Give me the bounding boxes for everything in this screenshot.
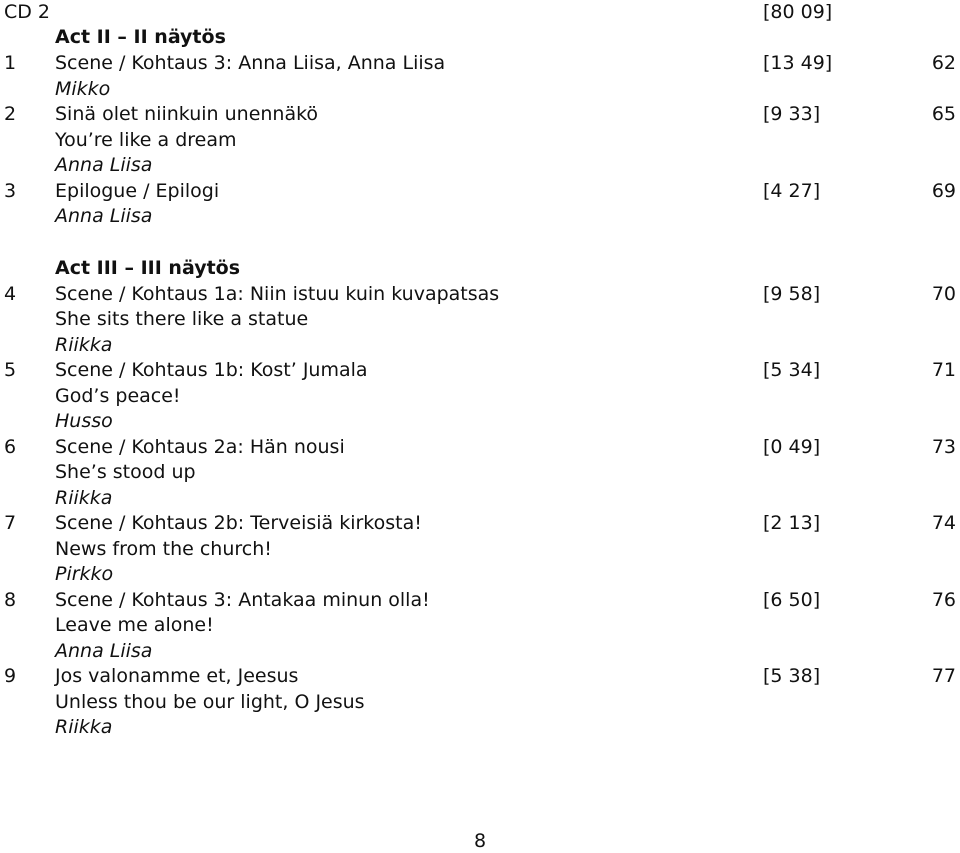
act-heading [0, 256, 960, 280]
track-translation: She’s stood up [55, 461, 196, 483]
track-title: Scene / Kohtaus 2a: Hän nousi [55, 436, 345, 458]
track-time: [2 13] [763, 512, 821, 534]
track-row [0, 435, 960, 459]
track-title: Sinä olet niinkuin unennäkö [55, 103, 319, 125]
track-time: [5 34] [763, 359, 821, 381]
track-row [0, 179, 960, 203]
cd-total-time: [80 09] [763, 1, 833, 23]
track-page: 76 [931, 589, 956, 611]
track-translation: News from the church! [55, 538, 272, 560]
track-singer: Riikka [55, 716, 113, 738]
track-row [0, 102, 960, 126]
track-row [0, 51, 960, 75]
track-translation-row [0, 690, 960, 714]
track-translation-row [0, 613, 960, 637]
track-title: Scene / Kohtaus 2b: Terveisiä kirkosta! [55, 512, 422, 534]
track-singer-row [0, 639, 960, 663]
track-time: [13 49] [763, 52, 833, 74]
track-title: Scene / Kohtaus 1a: Niin istuu kuin kuvapatsas [55, 283, 500, 305]
track-singer: Anna Liisa [55, 154, 153, 176]
track-page: 65 [931, 103, 956, 125]
track-singer-row [0, 153, 960, 177]
track-number: 7 [4, 512, 17, 534]
track-title: Epilogue / Epilogi [55, 180, 220, 202]
track-singer-row [0, 204, 960, 228]
track-singer: Mikko [55, 78, 111, 100]
track-page: 71 [931, 359, 956, 381]
track-title: Scene / Kohtaus 1b: Kost’ Jumala [55, 359, 368, 381]
track-title: Scene / Kohtaus 3: Anna Liisa, Anna Liisa [55, 52, 446, 74]
track-translation-row [0, 128, 960, 152]
track-page: 73 [931, 436, 956, 458]
cd-header [0, 0, 960, 24]
track-time: [9 58] [763, 283, 821, 305]
track-time: [4 27] [763, 180, 821, 202]
track-translation-row [0, 537, 960, 561]
act-2-heading: Act II – II näytös [55, 26, 226, 48]
track-number: 5 [4, 359, 17, 381]
track-time: [5 38] [763, 665, 821, 687]
track-singer-row [0, 409, 960, 433]
track-page: 62 [931, 52, 956, 74]
track-page: 69 [931, 180, 956, 202]
track-row [0, 664, 960, 688]
act-heading [0, 25, 960, 49]
track-time: [9 33] [763, 103, 821, 125]
track-number: 1 [4, 52, 17, 74]
track-number: 6 [4, 436, 17, 458]
track-singer: Pirkko [55, 563, 114, 585]
track-translation-row [0, 307, 960, 331]
track-translation-row [0, 460, 960, 484]
track-time: [6 50] [763, 589, 821, 611]
track-title: Jos valonamme et, Jeesus [55, 665, 299, 687]
track-translation-row [0, 384, 960, 408]
track-row [0, 588, 960, 612]
track-translation: Unless thou be our light, O Jesus [55, 691, 365, 713]
page-number: 8 [473, 830, 487, 852]
track-number: 2 [4, 103, 17, 125]
track-singer-row [0, 77, 960, 101]
track-singer: Riikka [55, 487, 113, 509]
track-number: 4 [4, 283, 17, 305]
track-singer-row [0, 715, 960, 739]
track-number: 9 [4, 665, 17, 687]
track-translation: You’re like a dream [55, 129, 237, 151]
track-singer-row [0, 333, 960, 357]
track-row [0, 358, 960, 382]
track-number: 3 [4, 180, 17, 202]
track-singer: Anna Liisa [55, 640, 153, 662]
track-singer: Anna Liisa [55, 205, 153, 227]
track-singer: Husso [55, 410, 113, 432]
act-3-heading: Act III – III näytös [55, 257, 241, 279]
track-row [0, 511, 960, 535]
track-translation: Leave me alone! [55, 614, 214, 636]
track-translation: She sits there like a statue [55, 308, 309, 330]
track-page: 70 [931, 283, 956, 305]
track-row [0, 282, 960, 306]
track-translation: God’s peace! [55, 385, 181, 407]
track-number: 8 [4, 589, 17, 611]
track-page: 74 [931, 512, 956, 534]
track-singer-row [0, 562, 960, 586]
track-time: [0 49] [763, 436, 821, 458]
cd-label: CD 2 [4, 1, 51, 23]
track-singer-row [0, 486, 960, 510]
track-title: Scene / Kohtaus 3: Antakaa minun olla! [55, 589, 430, 611]
track-page: 77 [931, 665, 956, 687]
track-singer: Riikka [55, 334, 113, 356]
